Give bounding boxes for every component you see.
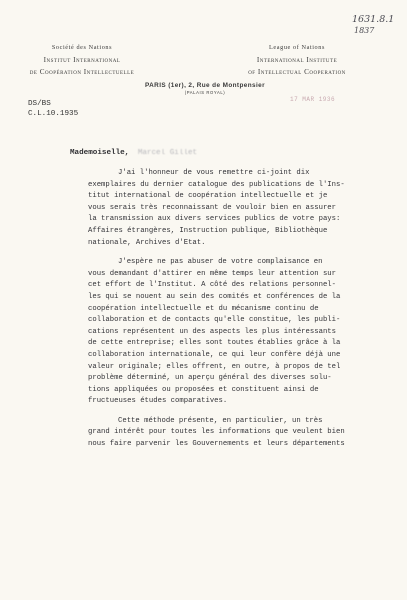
paragraph-line: les qui se nouent au sein des comités et conférences de la [88,292,341,301]
paragraph-line: cations représentent un des aspects les plus intéressants [88,327,336,336]
paragraph-line: cet effort de l'Institut. A côté des relations personnel- [88,281,336,290]
letterhead-french [22,42,142,78]
paragraph-line: vous demandant d'attirer en même temps leur attention sur [88,269,336,278]
reference-number: C.L.10.1935 [28,110,79,118]
paragraph-line: problème déterminé, un aperçu général des diverses solu- [88,374,332,383]
paragraph-line: nous faire parvenir les Gouvernements et leurs départements [88,440,345,449]
paragraph-line: la transmission aux divers services publics de votre pays: [88,215,341,224]
paragraph-line: grand intérêt pour toutes les informations que veulent bien [88,428,345,437]
letterhead-english-line2: International Institute [256,56,338,64]
paragraph-line: J'espère ne pas abuser de votre complaisance en [118,258,323,267]
letterhead-english-line1: League of Nations [269,44,325,51]
paragraph-line: valeur originale; elles offrent, en outre, à propos de tel [88,362,341,371]
letterhead-address [130,82,280,95]
handwritten-archive-number [352,14,402,36]
letter-body [88,168,388,459]
salutation [70,149,197,157]
handwritten-line1: 1631.8.1 [352,14,395,25]
salutation-faded-name: Marcel Gillet [137,149,198,157]
letter-paragraph [88,257,388,408]
address-line: PARIS (1er), 2, Rue de Montpensier [144,82,265,89]
paragraph-line: exemplaires du dernier catalogue des publications de l'Ins- [88,180,345,189]
paragraph-line: de cette entreprise; elles sont toutes établies grâce à la [88,339,341,348]
paragraph-line: vous serais très reconnaissant de vouloir bien en assurer [88,203,336,212]
paragraph-line: collaboration et de contacts qu'elle constitue, les publi- [88,316,341,325]
address-sub-line: (PALAIS ROYAL) [184,90,226,95]
paragraph-line: fructueuses études comparatives. [88,397,228,406]
letterhead-french-line2: Institut International [43,56,121,64]
handwritten-line2: 1837 [354,26,375,35]
salutation-greeting: Mademoiselle, [70,149,130,157]
letter-paragraph [88,416,388,451]
letterhead-english-line3: of Intellectual Cooperation [248,68,346,76]
paragraph-line: J'ai l'honneur de vous remettre ci-joint dix [118,169,310,177]
paragraph-line: Cette méthode présente, en particulier, un très [118,416,323,425]
paragraph-line: Affaires étrangères, Instruction publique, Bibliothèque [88,226,328,235]
paragraph-line: tions appliquées ou proposées et constituent ainsi de [88,385,319,394]
paragraph-line: collaboration internationale, ce qui leur confère déjà une [88,350,341,359]
letter-paragraph [88,168,388,249]
date-stamp: 17 MAR 1936 [290,96,336,103]
reference-initials: DS/BS [28,100,51,108]
letterhead-french-line1: Société des Nations [51,44,113,51]
paragraph-line: coopération intellectuelle et du mécanisme continu de [88,304,319,313]
paragraph-line: nationale, Archives d'Etat. [88,238,206,247]
letterhead-english [232,42,362,78]
reference-block [28,99,78,119]
letterhead-french-line3: de Coopération Intellectuelle [29,68,135,76]
paragraph-line: titut international de coopération intellectuelle et je [88,192,328,201]
